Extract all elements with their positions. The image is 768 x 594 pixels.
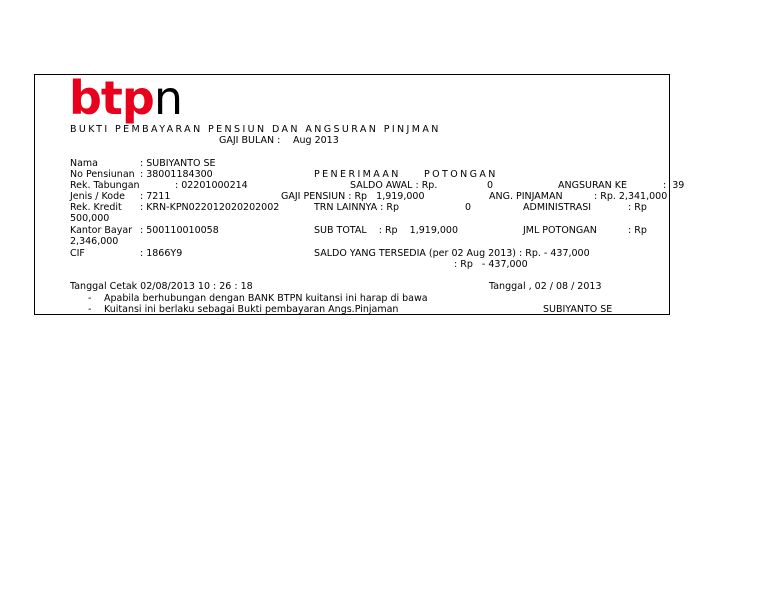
tanggal-cetak: Tanggal Cetak 02/08/2013 10 : 26 : 18 (70, 281, 253, 292)
trn-lainnya-value: 0 (465, 202, 472, 213)
jenis-label: Jenis / Kode (70, 191, 125, 202)
btpn-logo (69, 72, 182, 124)
signer-name: SUBIYANTO SE (543, 304, 613, 315)
saldo-tersedia: SALDO YANG TERSEDIA (per 02 Aug 2013) : Rp. - 437,000 (314, 248, 590, 259)
cif-label: CIF (70, 248, 85, 259)
ang-pinjaman-value: : Rp. 2,341,000 (594, 191, 668, 202)
note-1: Apabila berhubungan dengan BANK BTPN kuitansi ini harap di bawa (104, 293, 428, 304)
saldo-awal-label: SALDO AWAL : Rp. (350, 180, 438, 191)
administrasi-amount: 500,000 (70, 213, 110, 224)
trn-lainnya-label: TRN LAINNYA : Rp (314, 202, 399, 213)
jenis-value: : 7211 (140, 191, 171, 202)
tanggal: Tanggal , 02 / 08 / 2013 (489, 281, 602, 292)
tabungan-value: : 02201000214 (175, 180, 248, 191)
tabungan-label: Rek. Tabungan (70, 180, 140, 191)
nama-label: Nama (70, 158, 99, 169)
ang-pinjaman-label: ANG. PINJAMAN (489, 191, 563, 202)
gaji-bulan-value: Aug 2013 (293, 135, 339, 146)
jml-potongan-value: : Rp (628, 225, 647, 236)
angsuran-ke-label: ANGSURAN KE (558, 180, 628, 191)
pensiun-value: : 38001184300 (140, 169, 213, 180)
kredit-value: : KRN-KPN022012020202002 (140, 202, 280, 213)
angsuran-ke-value: : 39 (663, 180, 685, 191)
logo-black-part: n (153, 71, 183, 125)
jml-potongan-label: JML POTONGAN (523, 225, 597, 236)
note-2: Kuitansi ini berlaku sebagai Bukti pembayaran Angs.Pinjaman (104, 304, 399, 315)
gaji-pensiun: GAJI PENSIUN : Rp 1,919,000 (281, 191, 425, 202)
administrasi-value: : Rp (628, 202, 647, 213)
saldo-tersedia-amount: : Rp - 437,000 (454, 259, 528, 270)
potongan-heading: POTONGAN (424, 169, 498, 180)
receipt-title: BUKTI PEMBAYARAN PENSIUN DAN ANGSURAN PINJMAN (70, 124, 441, 135)
nama-value: : SUBIYANTO SE (140, 158, 216, 169)
administrasi-label: ADMINISTRASI (523, 202, 592, 213)
kantor-label: Kantor Bayar (70, 225, 133, 236)
saldo-awal-value: 0 (487, 180, 494, 191)
kantor-value: : 500110010058 (140, 225, 219, 236)
sub-total: SUB TOTAL : Rp 1,919,000 (314, 225, 459, 236)
note-2-dash: - (88, 304, 92, 315)
logo-red-part: btp (69, 71, 154, 125)
kredit-label: Rek. Kredit (70, 202, 122, 213)
penerimaan-heading: PENERIMAAN (314, 169, 401, 180)
cif-value: : 1866Y9 (140, 248, 183, 259)
gaji-bulan-label: GAJI BULAN : (219, 135, 281, 146)
pensiun-label: No Pensiunan (70, 169, 135, 180)
jml-potongan-amount: 2,346,000 (70, 236, 119, 247)
note-1-dash: - (88, 293, 92, 304)
